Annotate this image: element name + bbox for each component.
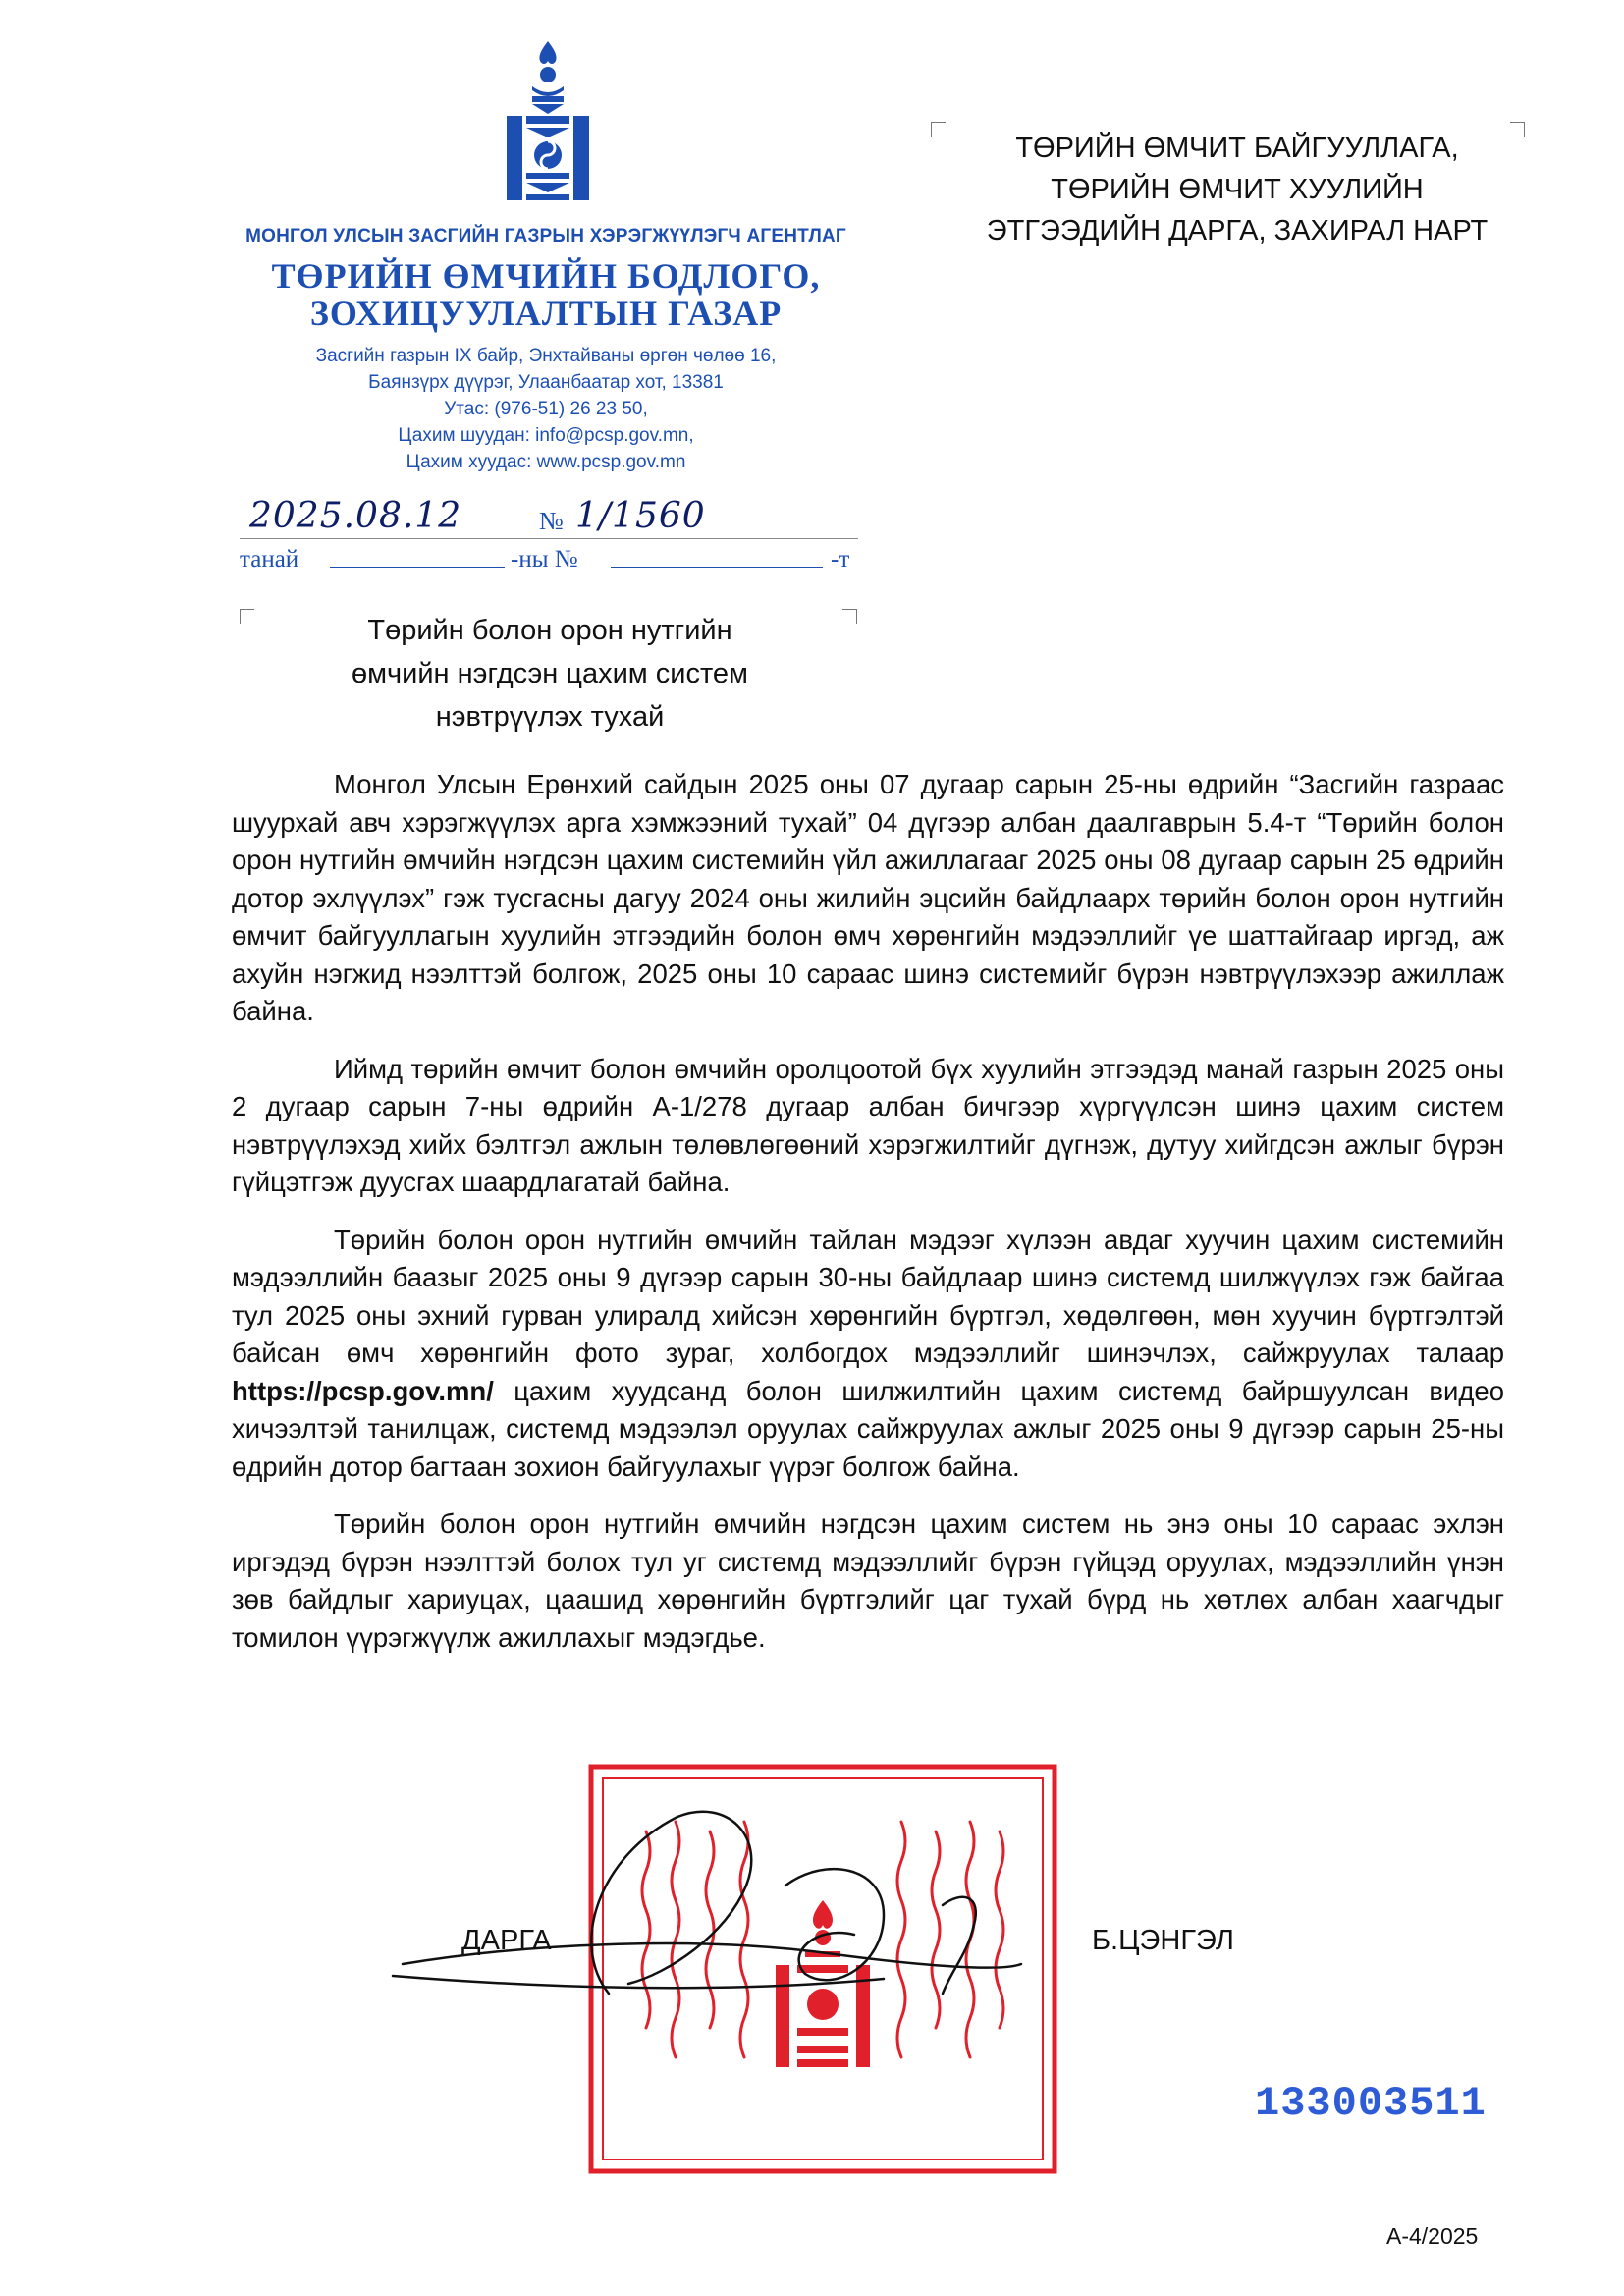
subject-line1: Төрийн болон орон нутгийн [367,615,732,646]
paragraph-3 [232,1222,1504,1487]
addressee-line1: ТӨРИЙН ӨМЧИТ БАЙГУУЛЛАГА, [1015,133,1459,164]
paragraph-1: Монгол Улсын Ерөнхий сайдын 2025 оны 07 дугаар сарын 25-ны өдрийн “Засгийн газраас шуурхай авч хэрэгжүүлэх арга хэмжээний тухай” 04 дүгээр албан даалгаврын 5.4-т “Төрийн болон орон нутгийн өмчийн нэгдсэн цахим системийн үйл ажиллагааг 2025 оны 08 дугаар сарын 25 өдрийн дотор эхлүүлэх” гэж тусгасны дагуу 2024 оны жилийн эцсийн байдлаарх төрийн болон орон нутгийн өмчит байгууллагын хуулийн этгээдийн болон өмч хөрөнгийн мэдээллийг үе шаттайгаар иргэд, аж ахуйн нэгжид нээлттэй болгож, 2025 оны 10 сараас шинэ системийг бүрэн нэвтрүүлэхээр ажиллаж байна. [232,769,1504,1026]
paragraph-3-text-b: цахим хуудсанд болон шилжилтийн цахим системд байршуулсан видео хичээлтэй танилцаж, системд мэдээлэл оруулах сайжруулах ажлыг 2025 оны 9 дүгээр сарын 25-ны өдрийн дотор багтаан зохион байгуулахыг үүрэг болгож байна. [232,1375,1504,1482]
reply-reference-row [240,538,858,574]
website: Цахим хуудас: www.pcsp.gov.mn [406,452,686,472]
paragraph-3-text-a: Төрийн болон орон нутгийн өмчийн тайлан мэдээг хүлээн авдаг хуучин цахим системийн мэдээллийн баазыг 2025 оны 9 дүгээр сарын 30-ны байдлаар шинэ системд шилжүүлэх гэж байгаа тул 2025 оны эхний гурван улиралд хийсэн хөрөнгийн бүртгэл, хөдөлгөөн, мөн хуучин бүртгэлтэй байсан өмч хөрөнгийн фото зураг, холбогдох мэдээллийг шинэчлэх, сайжруулах талаар [232,1224,1504,1368]
website-link[interactable]: https://pcsp.gov.mn/ [232,1375,494,1406]
corner-mark [842,609,857,624]
corner-mark [240,609,254,624]
reference-row [240,496,858,539]
reply-label-left: танай [240,546,299,573]
reply-date-blank [330,567,505,568]
address-line2: Баянзүрх дүүрэг, Улаанбаатар хот, 13381 [368,372,724,393]
paragraph-4: Төрийн болон орон нутгийн өмчийн нэгдсэн цахим систем нь энэ оны 10 сараас эхлэн иргэдэд бүрэн нээлттэй болох тул уг системд мэдээллийг бүрэн гүйцэд оруулах, мэдээллийн үнэн зөв байдлыг хариуцах, цаашид хөрөнгийн бүртгэлийг цаг тухай бүрд нь хөтлөх албан хаагчдыг томилон үүрэгжүүлж ажиллахыг мэдэгдье. [232,1508,1504,1653]
subject-line3: нэвтрүүлэх тухай [435,701,665,733]
document-code: А-4/2025 [1386,2223,1479,2249]
reply-label-mid: -ны № [511,546,578,573]
email: Цахим шуудан: info@pcsp.gov.mn, [398,425,694,446]
addressee-block [923,128,1551,251]
paragraph-2: Иймд төрийн өмчит болон өмчийн оролцоотой бүх хуулийн этгээдэд манай газрын 2025 оны 2 дугаар сарын 7-ны өдрийн А-1/278 дугаар албан бичгээр хүргүүлсэн шинэ цахим систем нэвтрүүлэхэд хийх бэлтгэл ажлын төлөвлөгөөний хэрэгжилтийг дүгнэж, дутуу хийгдсэн ажлыг бүрэн гүйцэтгэж дуусгах шаардлагатай байна. [232,1053,1504,1197]
org-name-line2: ЗОХИЦУУЛАЛТЫН ГАЗАР [309,294,783,333]
letter-body [232,766,1504,1676]
org-name-line1: ТӨРИЙН ӨМЧИЙН БОДЛОГО, [271,256,821,296]
subject-block [255,609,844,738]
reply-label-right: -т [831,546,850,573]
address-line1: Засгийн газрын IX байр, Энхтайваны өргөн чөлөө 16, [315,346,777,366]
addressee-line3: ЭТГЭЭДИЙН ДАРГА, ЗАХИРАЛ НАРТ [986,215,1489,246]
subject-line2: өмчийн нэгдсэн цахим систем [351,658,748,689]
phone: Утас: (976-51) 26 23 50, [444,399,648,419]
date-handwritten: 2025.08.12 [249,496,462,536]
soyombo-emblem-icon [503,39,593,206]
number-label: № [539,507,564,535]
agency-name: МОНГОЛ УЛСЫН ЗАСГИЙН ГАЗРЫН ХЭРЭГЖҮҮЛЭГЧ АГЕНТЛАГ [245,226,846,246]
signatory-title: ДАРГА [461,1925,552,1956]
registration-number: 133003511 [1255,2080,1487,2127]
number-handwritten: 1/1560 [575,496,706,536]
signatory-name: Б.ЦЭНГЭЛ [1092,1925,1234,1956]
reply-number-blank [611,567,823,568]
addressee-line2: ТӨРИЙН ӨМЧИТ ХУУЛИЙН [1051,174,1424,205]
